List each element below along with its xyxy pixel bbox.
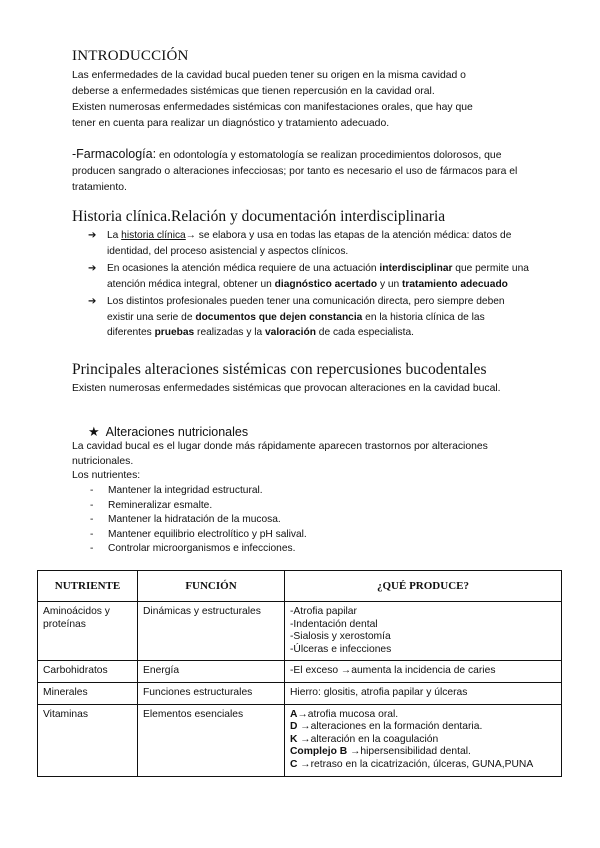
list-item	[72, 294, 532, 341]
list-item	[72, 542, 307, 557]
intro-line: Las enfermedades de la cavidad bucal pueden tener su origen en la misma cavidad o	[72, 70, 466, 81]
text-run: →retraso en la cicatrización, úlceras, GUNA,PUNA	[297, 758, 534, 770]
produce-line: -Sialosis y xerostomía	[290, 631, 391, 643]
cell-funcion: Funciones estructurales	[138, 682, 285, 704]
arrow-bullet-icon: ➔	[88, 296, 97, 307]
vitamin-label: Complejo B	[290, 746, 348, 758]
historia-clinica-link: historia clínica	[121, 230, 186, 241]
list-item	[72, 261, 532, 292]
table-row	[38, 661, 562, 683]
text-run: → se elabora y usa en todas las etapas de la atención médica: datos de identidad, del proceso asistencial y aspectos clínicos.	[107, 230, 512, 257]
cell-produce: -El exceso →aumenta la incidencia de caries	[285, 661, 562, 683]
produce-line	[290, 746, 556, 759]
produce-line	[290, 709, 556, 722]
header-que-produce: ¿QUÉ PRODUCE?	[285, 571, 562, 602]
produce-line	[290, 759, 556, 772]
text-run: y un	[377, 278, 403, 290]
nutricionales-title: Alteraciones nutricionales	[105, 425, 249, 439]
list-item	[72, 499, 307, 514]
table-header-row	[38, 571, 562, 602]
cell-funcion: Elementos esenciales	[138, 704, 285, 776]
bold-term: valoración	[265, 327, 316, 338]
cell-nutriente: Vitaminas	[38, 704, 138, 776]
produce-line	[290, 734, 556, 747]
list-item	[72, 528, 307, 543]
alteraciones-intro: Existen numerosas enfermedades sistémicas que provocan alteraciones en la cavidad bucal.	[72, 383, 501, 394]
bold-term: diagnóstico acertado	[274, 278, 378, 290]
nutricionales-paragraph: La cavidad bucal es el lugar donde más rápidamente aparecen trastornos por alteraciones nutricionales.	[72, 441, 488, 467]
list-item	[72, 228, 532, 259]
dash-bullet: -	[90, 514, 94, 526]
text-run: de cada especialista.	[315, 327, 414, 338]
nutriente-item: Mantener equilibrio electrolítico y pH salival.	[108, 528, 307, 540]
farmacologia-paragraph	[72, 146, 532, 196]
produce-line: -Úlceras e infecciones	[290, 643, 392, 655]
text-run: →alteración en la coagulación	[297, 733, 439, 745]
dash-bullet: -	[90, 485, 94, 496]
produce-line: -Atrofia papilar	[290, 606, 357, 617]
cell-funcion: Dinámicas y estructurales	[138, 602, 285, 661]
star-icon: ★	[88, 424, 100, 439]
cell-produce: Hierro: glositis, atrofia papilar y úlceras	[285, 682, 562, 704]
cell-nutriente: Carbohidratos	[38, 661, 138, 683]
text-run: Los distintos profesionales pueden tener una comunicación directa, pero siempre deben existir una serie de	[107, 296, 505, 323]
cell-produce	[285, 704, 562, 776]
farmacologia-label: -Farmacología:	[72, 147, 157, 161]
dash-bullet: -	[90, 543, 94, 555]
bold-term: pruebas	[154, 327, 195, 338]
nutrientes-label: Los nutrientes:	[72, 470, 141, 481]
dash-bullet: -	[90, 499, 94, 511]
table-row	[38, 682, 562, 704]
historia-list	[72, 228, 532, 343]
historia-heading: Historia clínica.Relación y documentación interdisciplinaria	[72, 208, 446, 225]
dash-bullet: -	[90, 528, 94, 540]
list-item	[72, 484, 307, 499]
intro-line: Existen numerosas enfermedades sistémicas con manifestaciones orales, que hay que	[72, 102, 473, 113]
table-row	[38, 704, 562, 776]
cell-nutriente: Aminoácidos y proteínas	[38, 602, 138, 661]
text-run: En ocasiones la atención médica requiere de una actuación	[107, 263, 380, 274]
cell-nutriente: Minerales	[38, 682, 138, 704]
nutricionales-subheading	[88, 424, 248, 440]
header-funcion: FUNCIÓN	[138, 571, 285, 602]
nutriente-item: Controlar microorganismos e infecciones.	[108, 543, 296, 555]
vitamin-label: D	[290, 721, 298, 733]
nutriente-item: Remineralizar esmalte.	[108, 499, 213, 511]
produce-line	[290, 721, 556, 734]
table-row	[38, 602, 562, 661]
text-run: →atrofia mucosa oral.	[297, 708, 399, 720]
list-item	[72, 513, 307, 528]
nutriente-item: Mantener la hidratación de la mucosa.	[108, 514, 281, 526]
bold-term: documentos que dejen constancia	[195, 311, 363, 323]
text-run: →alteraciones en la formación dentaria.	[297, 721, 483, 733]
arrow-bullet-icon: ➔	[88, 263, 97, 274]
farmacologia-text: en odontología y estomatología se realizan procedimientos dolorosos, que producen sangrado o alteraciones infecciosas; por tanto es necesario el uso de fármacos para el tratamiento.	[72, 150, 518, 193]
header-nutriente: NUTRIENTE	[38, 571, 138, 602]
bold-term: interdisciplinar	[379, 263, 453, 274]
alteraciones-heading: Principales alteraciones sistémicas con repercusiones bucodentales	[72, 361, 487, 378]
intro-line: deberse a enfermedades sistémicas que tienen repercusión en la cavidad oral.	[72, 86, 435, 97]
text-run: que permite una atención médica integral, obtener un	[107, 263, 529, 290]
bold-term: tratamiento adecuado	[402, 278, 508, 290]
intro-line: tener en cuenta para realizar un diagnóstico y tratamiento adecuado.	[72, 118, 390, 129]
cell-funcion: Energía	[138, 661, 285, 683]
vitamin-label: C	[290, 758, 298, 770]
intro-heading: INTRODUCCIÓN	[72, 48, 189, 64]
text-run: en la historia clínica de las diferentes	[107, 311, 485, 338]
text-run: →hipersensibilidad dental.	[347, 746, 471, 758]
vitamin-label: A	[290, 708, 298, 720]
intro-paragraph	[72, 68, 532, 132]
text-run: La	[107, 230, 122, 241]
nutrientes-list	[72, 484, 307, 557]
produce-line: -Indentación dental	[290, 618, 378, 630]
cell-produce	[285, 602, 562, 661]
arrow-bullet-icon: ➔	[88, 230, 97, 241]
nutriente-item: Mantener la integridad estructural.	[108, 485, 263, 496]
nutrientes-table	[37, 570, 562, 777]
text-run: realizadas y la	[194, 327, 265, 338]
vitamin-label: K	[290, 733, 298, 745]
